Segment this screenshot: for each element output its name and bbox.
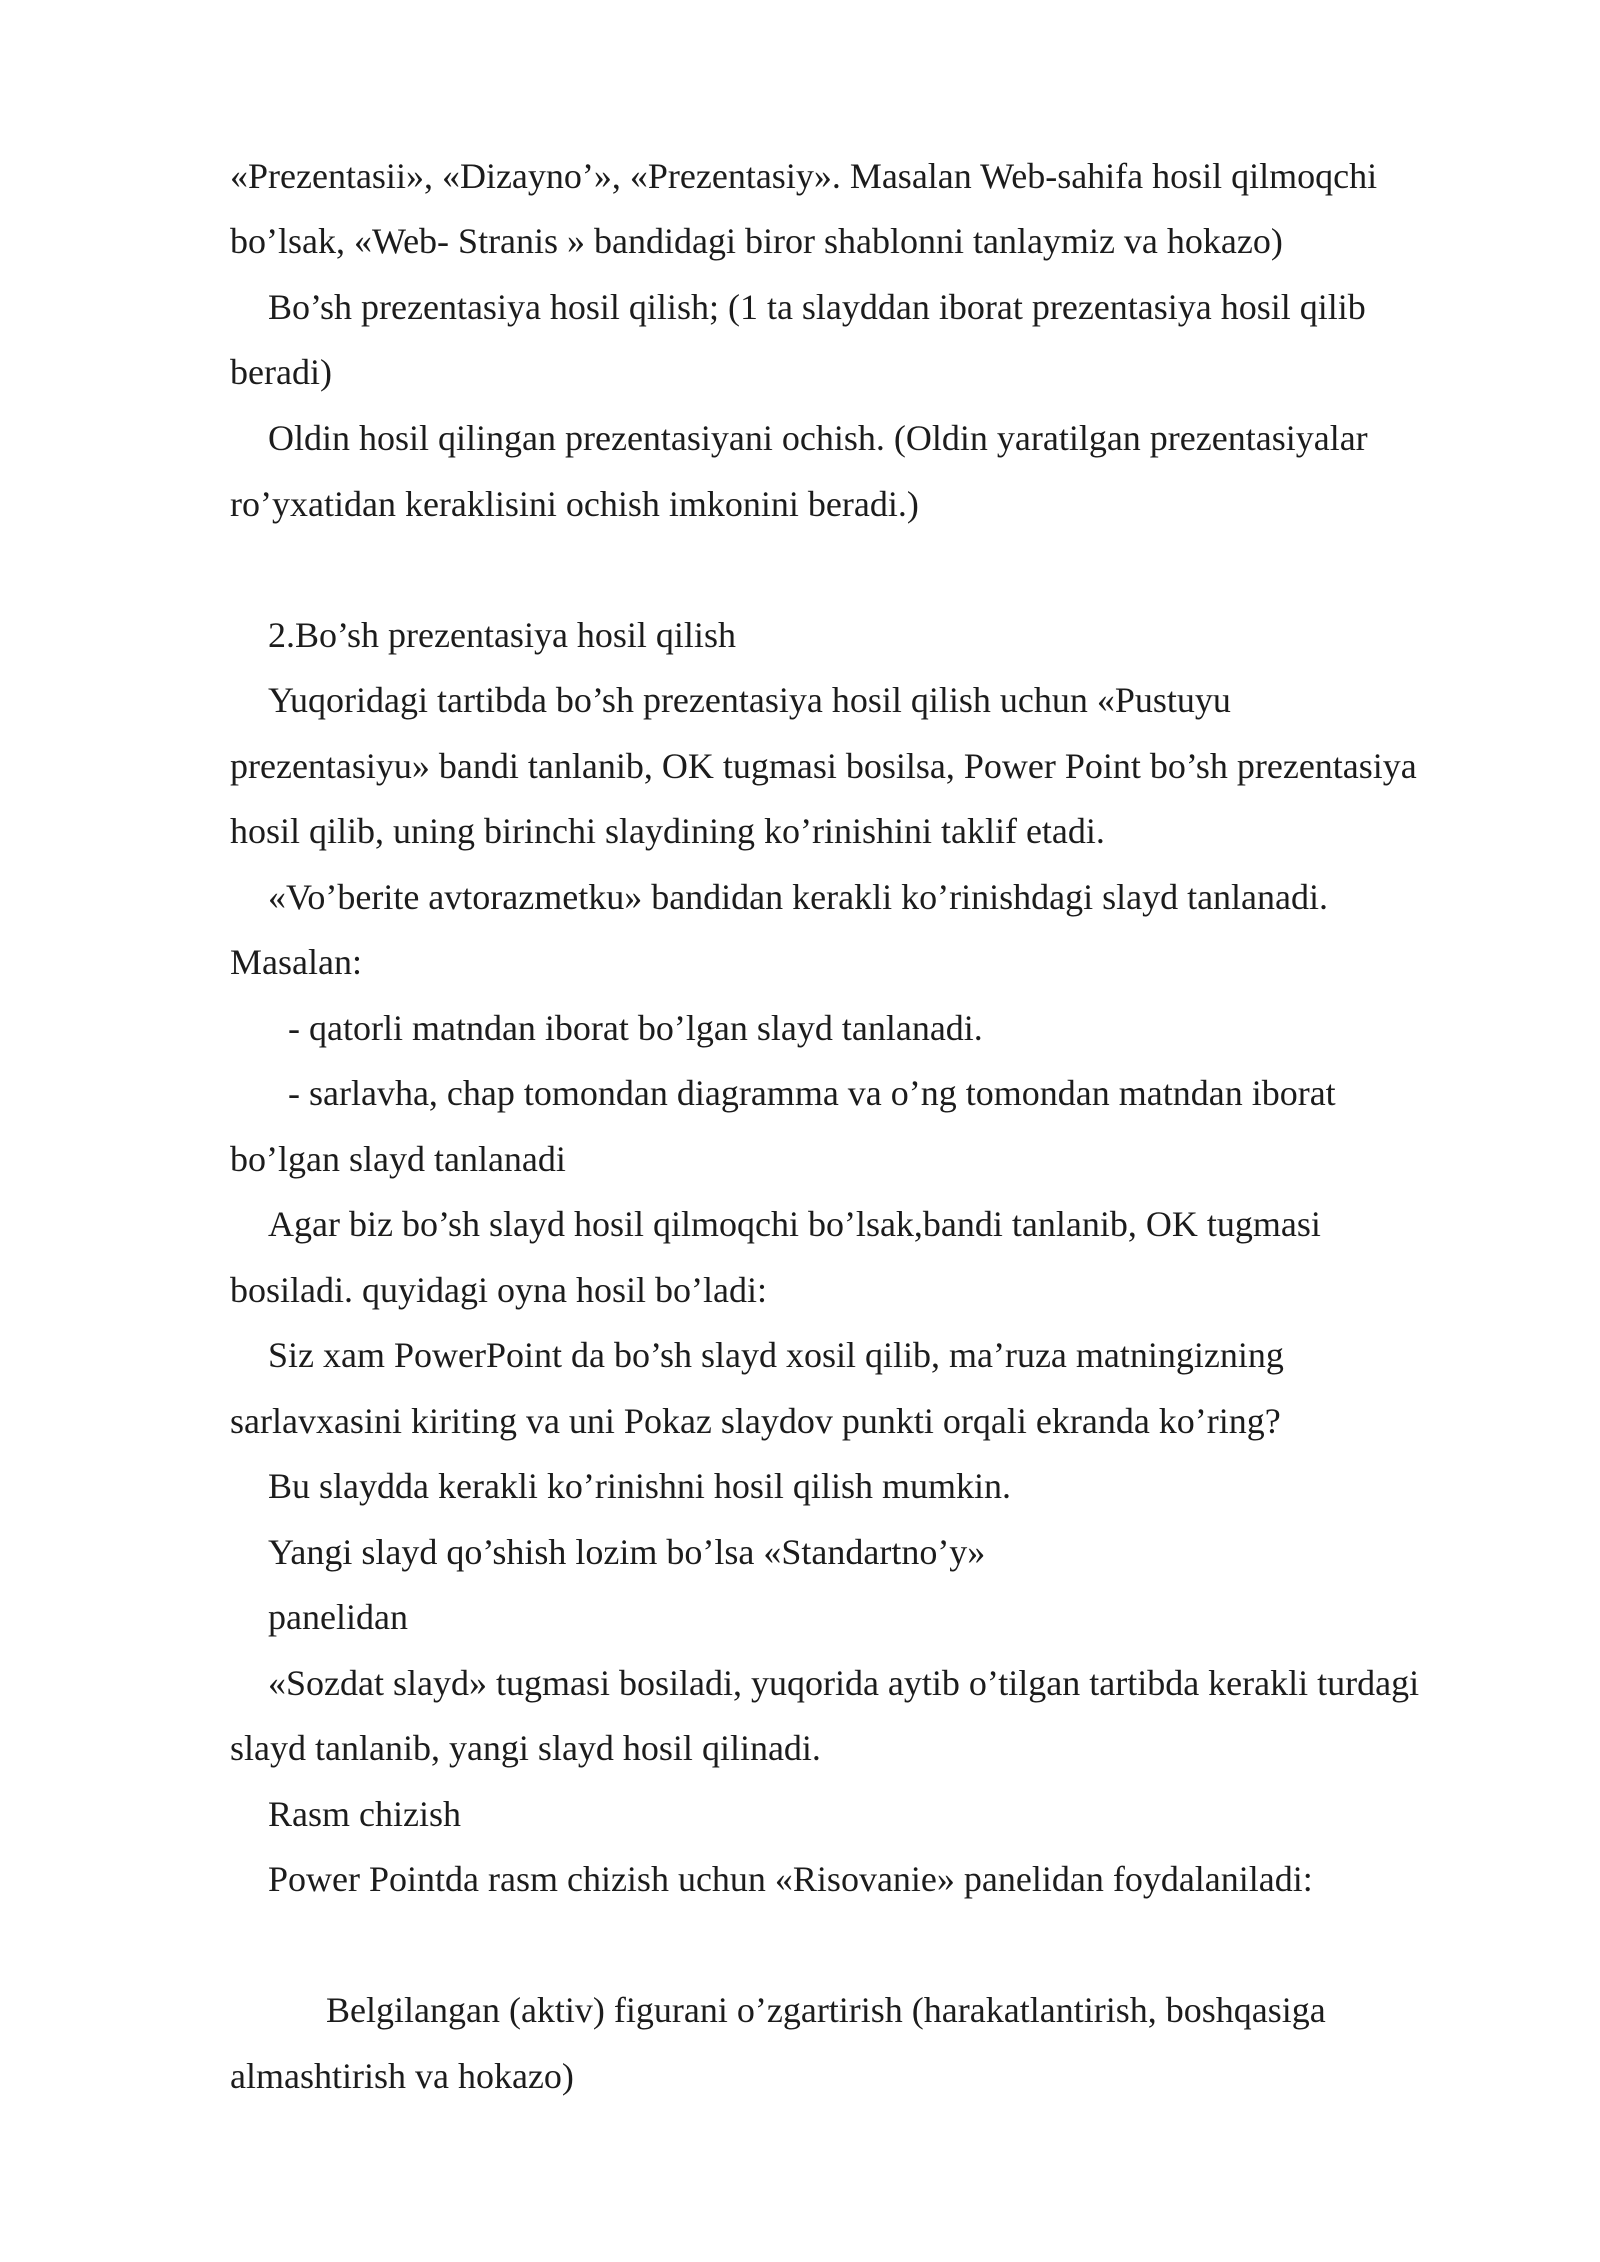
section-heading: Rasm chizish: [268, 1794, 461, 1834]
list-item: - sarlavha, chap tomondan diagramma va o’ng tomondan matndan iborat: [288, 1073, 1336, 1113]
text-line: «Prezentasii», «Dizayno’», «Prezentasiy». Masalan Web-sahifa hosil qilmoqchi: [230, 156, 1378, 196]
text-line: bosiladi. quyidagi oyna hosil bo’ladi:: [230, 1270, 767, 1310]
text-line: Agar biz bo’sh slayd hosil qilmoqchi bo’lsak,bandi tanlanib, OK tugmasi: [268, 1204, 1321, 1244]
text-line: hosil qilib, uning birinchi slaydining ko’rinishini taklif etadi.: [230, 811, 1105, 851]
text-line: Yuqoridagi tartibda bo’sh prezentasiya hosil qilish uchun «Pustuyu: [268, 680, 1231, 720]
text-line: almashtirish va hokazo): [230, 2056, 574, 2096]
text-line: panelidan: [268, 1597, 408, 1637]
text-line: beradi): [230, 352, 332, 392]
text-line: «Vo’berite avtorazmetku» bandidan kerakli ko’rinishdagi slayd tanlanadi.: [268, 877, 1329, 917]
text-line: Yangi slayd qo’shish lozim bo’lsa «Standartno’y»: [268, 1532, 986, 1572]
text-line: sarlavxasini kiriting va uni Pokaz slaydov punkti orqali ekranda ko’ring?: [230, 1401, 1281, 1441]
text-line: bo’lgan slayd tanlanadi: [230, 1139, 566, 1179]
text-line: Bu slaydda kerakli ko’rinishni hosil qilish mumkin.: [268, 1466, 1011, 1506]
text-line: Belgilangan (aktiv) figurani o’zgartirish (harakatlantirish, boshqasiga: [326, 1990, 1326, 2030]
text-line: «Sozdat slayd» tugmasi bosiladi, yuqorida aytib o’tilgan tartibda kerakli turdagi: [268, 1663, 1420, 1703]
text-line: Oldin hosil qilingan prezentasiyani ochish. (Oldin yaratilgan prezentasiyalar: [268, 418, 1368, 458]
text-line: prezentasiyu» bandi tanlanib, OK tugmasi bosilsa, Power Point bo’sh prezentasiya: [230, 746, 1417, 786]
text-line: ro’yxatidan keraklisini ochish imkonini beradi.): [230, 484, 919, 524]
text-line: Siz xam PowerPoint da bo’sh slayd xosil qilib, ma’ruza matningizning: [268, 1335, 1284, 1375]
text-line: Bo’sh prezentasiya hosil qilish; (1 ta slayddan iborat prezentasiya hosil qilib: [268, 287, 1366, 327]
text-line: Power Pointda rasm chizish uchun «Risovanie» panelidan foydalaniladi:: [268, 1859, 1313, 1899]
text-line: bo’lsak, «Web- Stranis » bandidagi biror shablonni tanlaymiz va hokazo): [230, 221, 1283, 261]
list-item: - qatorli matndan iborat bo’lgan slayd tanlanadi.: [288, 1008, 983, 1048]
section-heading: 2.Bo’sh prezentasiya hosil qilish: [268, 615, 736, 655]
text-line: slayd tanlanib, yangi slayd hosil qilinadi.: [230, 1728, 821, 1768]
text-line: Masalan:: [230, 942, 362, 982]
